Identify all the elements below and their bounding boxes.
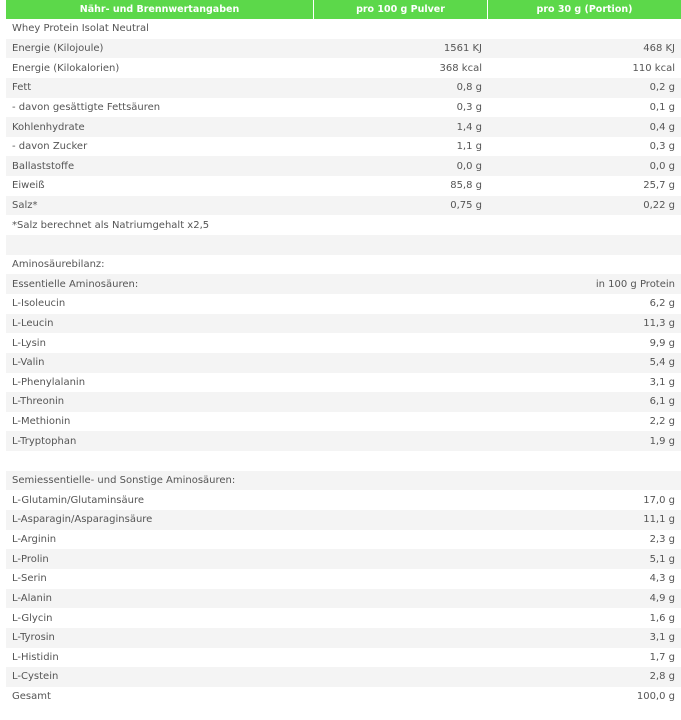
table-row	[6, 333, 681, 353]
amino-title: Aminosäurebilanz:	[6, 255, 681, 275]
per-portion-value: 0,22 g	[488, 196, 681, 216]
table-row	[6, 628, 681, 648]
per-portion-value: 468 KJ	[488, 39, 681, 59]
amino-value: 4,9 g	[488, 589, 681, 609]
amino-label: L-Serin	[6, 569, 488, 589]
spacer-row	[6, 451, 681, 471]
per-portion-value: 0,2 g	[488, 78, 681, 98]
essential-title: Essentielle Aminosäuren:	[6, 274, 488, 294]
amino-label: L-Cystein	[6, 667, 488, 687]
total-row	[6, 687, 681, 707]
amino-value: 2,8 g	[488, 667, 681, 687]
table-row	[6, 353, 681, 373]
per-100g-value: 368 kcal	[314, 58, 488, 78]
total-label: Gesamt	[6, 687, 488, 707]
table-row	[6, 431, 681, 451]
table-row	[6, 549, 681, 569]
per-100g-value: 0,0 g	[314, 156, 488, 176]
per-portion-value: 0,4 g	[488, 117, 681, 137]
amino-label: L-Glutamin/Glutaminsäure	[6, 490, 488, 510]
table-row	[6, 314, 681, 334]
amino-label: L-Histidin	[6, 648, 488, 668]
table-row	[6, 589, 681, 609]
amino-value: 1,7 g	[488, 648, 681, 668]
table-row	[6, 58, 681, 78]
table-row	[6, 294, 681, 314]
nutrient-label: Energie (Kilojoule)	[6, 39, 314, 59]
table-row	[6, 648, 681, 668]
amino-label: L-Isoleucin	[6, 294, 488, 314]
table-row	[6, 530, 681, 550]
table-row	[6, 412, 681, 432]
semi-title: Semiessentielle- und Sonstige Aminosäuren:	[6, 471, 681, 491]
amino-value: 6,2 g	[488, 294, 681, 314]
amino-label: L-Phenylalanin	[6, 373, 488, 393]
table-row	[6, 39, 681, 59]
amino-value: 3,1 g	[488, 373, 681, 393]
amino-label: L-Arginin	[6, 530, 488, 550]
amino-label: L-Glycin	[6, 608, 488, 628]
table-row	[6, 176, 681, 196]
table-row	[6, 137, 681, 157]
table-row	[6, 117, 681, 137]
essential-title-row	[6, 274, 681, 294]
semi-title-row	[6, 471, 681, 491]
amino-title-row	[6, 255, 681, 275]
table-row	[6, 196, 681, 216]
amino-value: 5,1 g	[488, 549, 681, 569]
total-value: 100,0 g	[488, 687, 681, 707]
per-100g-value: 85,8 g	[314, 176, 488, 196]
nutrient-label: - davon gesättigte Fettsäuren	[6, 98, 314, 118]
nutrient-label: Kohlenhydrate	[6, 117, 314, 137]
table-row	[6, 392, 681, 412]
table-row	[6, 98, 681, 118]
table-row	[6, 608, 681, 628]
amino-label: L-Methionin	[6, 412, 488, 432]
amino-value: 11,3 g	[488, 314, 681, 334]
essential-unit: in 100 g Protein	[488, 274, 681, 294]
table-header-row	[6, 0, 681, 19]
per-100g-value: 1,1 g	[314, 137, 488, 157]
amino-value: 2,2 g	[488, 412, 681, 432]
per-portion-value: 0,0 g	[488, 156, 681, 176]
table-row	[6, 78, 681, 98]
per-100g-value: 0,75 g	[314, 196, 488, 216]
amino-value: 17,0 g	[488, 490, 681, 510]
table-body	[6, 19, 681, 706]
nutrient-label: - davon Zucker	[6, 137, 314, 157]
amino-label: L-Tryptophan	[6, 431, 488, 451]
table-row	[6, 373, 681, 393]
per-portion-value: 25,7 g	[488, 176, 681, 196]
per-portion-value: 0,3 g	[488, 137, 681, 157]
salt-note: *Salz berechnet als Natriumgehalt x2,5	[6, 215, 681, 235]
table-row	[6, 510, 681, 530]
per-portion-value: 110 kcal	[488, 58, 681, 78]
spacer-row	[6, 235, 681, 255]
amino-label: L-Alanin	[6, 589, 488, 609]
amino-value: 6,1 g	[488, 392, 681, 412]
nutrient-label: Energie (Kilokalorien)	[6, 58, 314, 78]
amino-value: 11,1 g	[488, 510, 681, 530]
amino-label: L-Tyrosin	[6, 628, 488, 648]
per-portion-value: 0,1 g	[488, 98, 681, 118]
amino-label: L-Threonin	[6, 392, 488, 412]
per-100g-value: 1,4 g	[314, 117, 488, 137]
amino-value: 3,1 g	[488, 628, 681, 648]
amino-value: 5,4 g	[488, 353, 681, 373]
amino-value: 9,9 g	[488, 333, 681, 353]
table-row	[6, 490, 681, 510]
nutrient-label: Eiweiß	[6, 176, 314, 196]
amino-value: 1,6 g	[488, 608, 681, 628]
amino-value: 4,3 g	[488, 569, 681, 589]
per-100g-value: 1561 KJ	[314, 39, 488, 59]
nutrient-label: Fett	[6, 78, 314, 98]
product-name: Whey Protein Isolat Neutral	[6, 19, 681, 39]
amino-value: 1,9 g	[488, 431, 681, 451]
salt-note-row	[6, 215, 681, 235]
header-per-portion: pro 30 g (Portion)	[488, 0, 681, 19]
nutrient-label: Salz*	[6, 196, 314, 216]
table-row	[6, 667, 681, 687]
nutrition-table	[6, 0, 681, 706]
table-row	[6, 569, 681, 589]
table-row	[6, 156, 681, 176]
header-per-100g: pro 100 g Pulver	[314, 0, 488, 19]
product-name-row	[6, 19, 681, 39]
amino-label: L-Leucin	[6, 314, 488, 334]
per-100g-value: 0,3 g	[314, 98, 488, 118]
amino-label: L-Asparagin/Asparaginsäure	[6, 510, 488, 530]
spacer	[6, 235, 681, 255]
header-nutrient: Nähr- und Brennwertangaben	[6, 0, 314, 19]
nutrient-label: Ballaststoffe	[6, 156, 314, 176]
amino-label: L-Prolin	[6, 549, 488, 569]
amino-label: L-Lysin	[6, 333, 488, 353]
spacer	[6, 451, 681, 471]
amino-label: L-Valin	[6, 353, 488, 373]
per-100g-value: 0,8 g	[314, 78, 488, 98]
amino-value: 2,3 g	[488, 530, 681, 550]
